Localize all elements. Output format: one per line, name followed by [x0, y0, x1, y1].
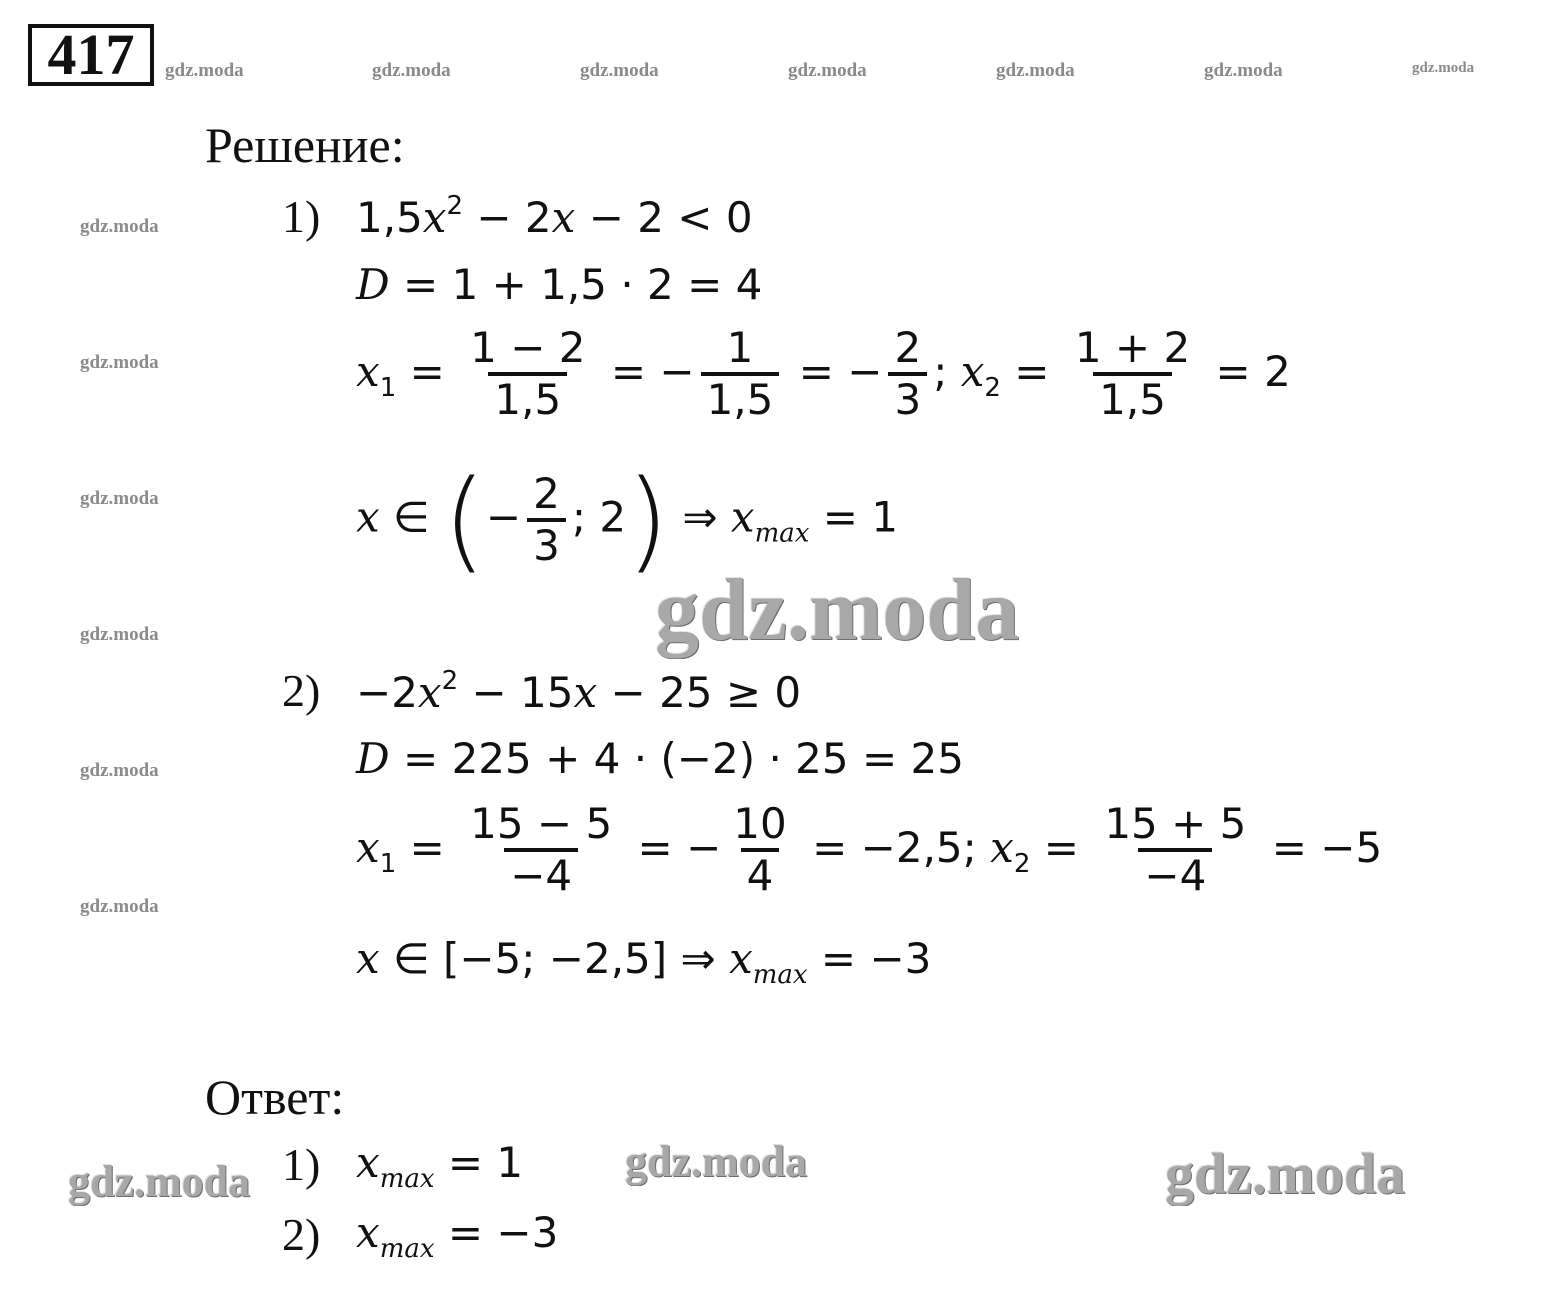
watermark: gdz.moda	[80, 760, 159, 781]
fraction: $\frac{2}{3}$	[888, 324, 927, 425]
answer-2-label: 2)	[282, 1209, 321, 1260]
watermark: gdz.moda	[80, 488, 159, 509]
answer-1-label: 1)	[282, 1139, 321, 1190]
part2-discriminant: D = 225 + 4 · (−2) · 25 = 25	[356, 734, 964, 783]
fraction: $\frac{15 + 5}{-4}$	[1104, 799, 1247, 901]
part2-label: 2)	[282, 665, 321, 716]
watermark: gdz.moda	[1204, 60, 1283, 81]
fraction: $\frac{1 - 2}{1,5}$	[470, 323, 586, 425]
answer-2: $x_{max} = -3$	[356, 1208, 559, 1264]
watermark: gdz.moda	[580, 60, 659, 81]
watermark-large: gdz.moda	[655, 562, 1020, 659]
watermark: gdz.moda	[80, 216, 159, 237]
watermark: gdz.moda	[996, 60, 1075, 81]
answer-1: $x_{max} = 1$	[356, 1138, 524, 1194]
watermark: gdz.moda	[1412, 60, 1475, 76]
part2-roots: $x_1$ = $\frac{15 - 5}{-4}$ = − $\frac{10}{4}$ = −2,5; $x_2$ = $\frac{15 + 5}{-4}$ = −5	[356, 799, 1383, 901]
fraction: $\frac{15 - 5}{-4}$	[470, 799, 613, 901]
fraction: $\frac{1}{1,5}$	[701, 324, 780, 425]
watermark: gdz.moda	[165, 60, 244, 81]
answer-heading: Ответ:	[205, 1069, 345, 1125]
watermark-large: gdz.moda	[625, 1137, 808, 1186]
fraction: $\frac{10}{4}$	[733, 799, 787, 901]
watermark-large: gdz.moda	[68, 1157, 251, 1206]
part2-inequality: $-2x^2 - 15x - 25 \ge 0$	[356, 666, 802, 717]
part2-interval: x ∈ [−5; −2,5] ⇒ $x_{max} = -3$	[356, 934, 932, 990]
watermark: gdz.moda	[80, 624, 159, 645]
problem-number: 417	[28, 24, 154, 86]
part1-inequality: $1,5x^2 - 2x - 2 < 0$	[356, 191, 753, 242]
watermark: gdz.moda	[80, 352, 159, 373]
part1-interval: x ∈ (− $\frac{2}{3}$ ; 2) ⇒ $x_{max} = 1$	[356, 456, 899, 584]
watermark: gdz.moda	[80, 896, 159, 917]
watermark: gdz.moda	[372, 60, 451, 81]
watermark: gdz.moda	[788, 60, 867, 81]
fraction: $\frac{2}{3}$	[527, 470, 566, 571]
solution-heading: Решение:	[205, 117, 405, 173]
fraction: $\frac{1 + 2}{1,5}$	[1074, 323, 1191, 425]
part1-label: 1)	[282, 191, 321, 242]
part1-discriminant: D = 1 + 1,5 · 2 = 4	[356, 260, 763, 309]
part1-roots: $x_1$ = $\frac{1 - 2}{1,5}$ = − $\frac{1}{1,5}$ = − $\frac{2}{3}$ ; $x_2$ = $\frac{1 + 2}{1,5}$ = 2	[356, 323, 1291, 425]
watermark-large: gdz.moda	[1165, 1141, 1406, 1206]
